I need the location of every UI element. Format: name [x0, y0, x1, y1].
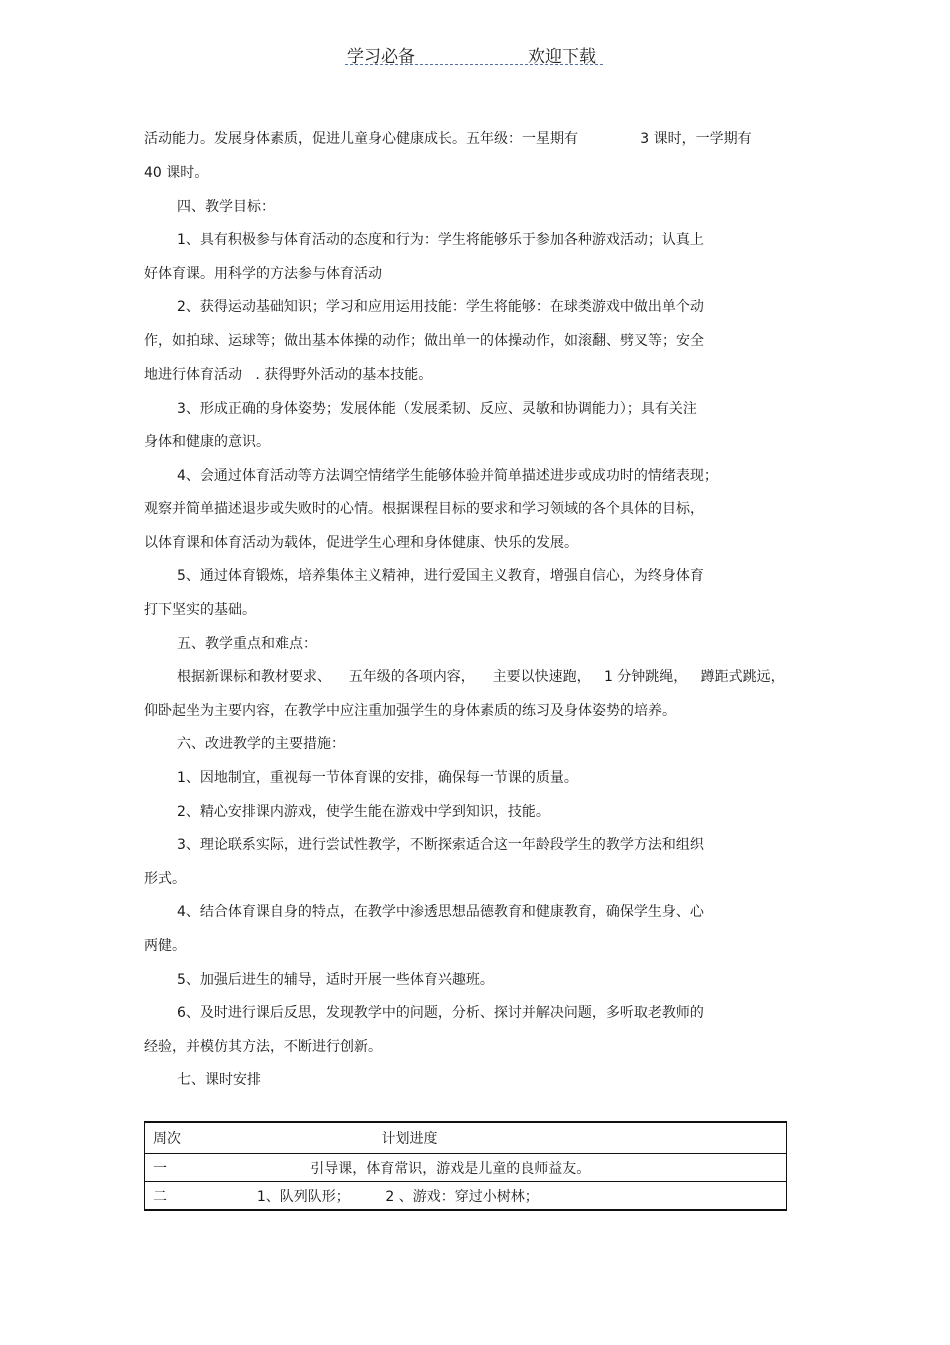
header-dashed-rule — [345, 64, 603, 65]
table-row — [145, 1154, 787, 1182]
section-heading-goals: 四、教学目标： — [177, 199, 275, 215]
section-heading-focus: 五、教学重点和难点： — [177, 636, 317, 652]
column-header-plan: 计划进度 — [248, 1122, 787, 1154]
body-line: 3、形成正确的身体姿势；发展体能（发展柔韧、反应、灵敏和协调能力）；具有关注 — [177, 401, 697, 417]
column-header-week: 周次 — [145, 1122, 249, 1154]
body-line: 5、加强后进生的辅导，适时开展一些体育兴趣班。 — [177, 972, 494, 988]
body-line: 好体育课。用科学的方法参与体育活动 — [144, 266, 382, 282]
body-line: 2、精心安排课内游戏，使学生能在游戏中学到知识，技能。 — [177, 804, 550, 820]
body-line: 两健。 — [144, 938, 186, 954]
body-line: 2、获得运动基础知识；学习和应用运用技能：学生将能够：在球类游戏中做出单个动 — [177, 299, 704, 315]
header-right-text: 欢迎下载 — [528, 47, 596, 67]
table-cell-plan: 1、队列队形； 2 、游戏：穿过小树林； — [248, 1182, 787, 1211]
body-line: 6、及时进行课后反思，发现教学中的问题，分析、探讨并解决问题，多听取老教师的 — [177, 1005, 704, 1021]
body-line: 身体和健康的意识。 — [144, 434, 270, 450]
body-line: 仰卧起坐为主要内容，在教学中应注重加强学生的身体素质的练习及身体姿势的培养。 — [144, 703, 676, 719]
body-line: 观察并简单描述退步或失败时的心情。根据课程目标的要求和学习领域的各个具体的目标， — [144, 501, 704, 517]
table-cell-week: 一 — [145, 1154, 249, 1182]
body-line: 40 课时。 — [144, 165, 209, 181]
body-line: 活动能力。发展身体素质，促进儿童身心健康成长。五年级：一星期有 3 课时，一学期有 — [144, 131, 752, 147]
table-header-row — [145, 1122, 787, 1154]
body-line: 3、理论联系实际，进行尝试性教学，不断探索适合这一年龄段学生的教学方法和组织 — [177, 837, 704, 853]
schedule-table — [144, 1121, 787, 1211]
body-line: 1、具有积极参与体育活动的态度和行为：学生将能够乐于参加各种游戏活动；认真上 — [177, 232, 704, 248]
body-line: 地进行体育活动 . 获得野外活动的基本技能。 — [144, 367, 433, 383]
table-cell-week: 二 — [145, 1182, 249, 1211]
body-line: 4、会通过体育活动等方法调空情绪学生能够体验并简单描述进步或成功时的情绪表现； — [177, 468, 718, 484]
body-line: 打下坚实的基础。 — [144, 602, 256, 618]
body-line: 以体育课和体育活动为载体，促进学生心理和身体健康、快乐的发展。 — [144, 535, 578, 551]
section-heading-schedule: 七、课时安排 — [177, 1072, 261, 1088]
body-line: 形式。 — [144, 871, 186, 887]
body-line: 4、结合体育课自身的特点，在教学中渗透思想品德教育和健康教育，确保学生身、心 — [177, 904, 704, 920]
body-line: 5、通过体育锻炼，培养集体主义精神，进行爱国主义教育，增强自信心，为终身体育 — [177, 568, 704, 584]
table-row — [145, 1182, 787, 1211]
body-line: 作，如拍球、运球等；做出基本体操的动作；做出单一的体操动作，如滚翻、劈叉等；安全 — [144, 333, 704, 349]
table-cell-plan: 引导课，体育常识，游戏是儿童的良师益友。 — [248, 1154, 787, 1182]
body-line: 1、因地制宜，重视每一节体育课的安排，确保每一节课的质量。 — [177, 770, 578, 786]
page-header — [345, 42, 603, 66]
header-left-text: 学习必备 — [347, 47, 415, 67]
body-line: 根据新课标和教材要求、 五年级的各项内容， 主要以快速跑， 1 分钟跳绳， 蹲距式跳远， — [177, 669, 785, 685]
body-line: 经验，并模仿其方法，不断进行创新。 — [144, 1039, 382, 1055]
section-heading-measures: 六、改进教学的主要措施： — [177, 736, 345, 752]
